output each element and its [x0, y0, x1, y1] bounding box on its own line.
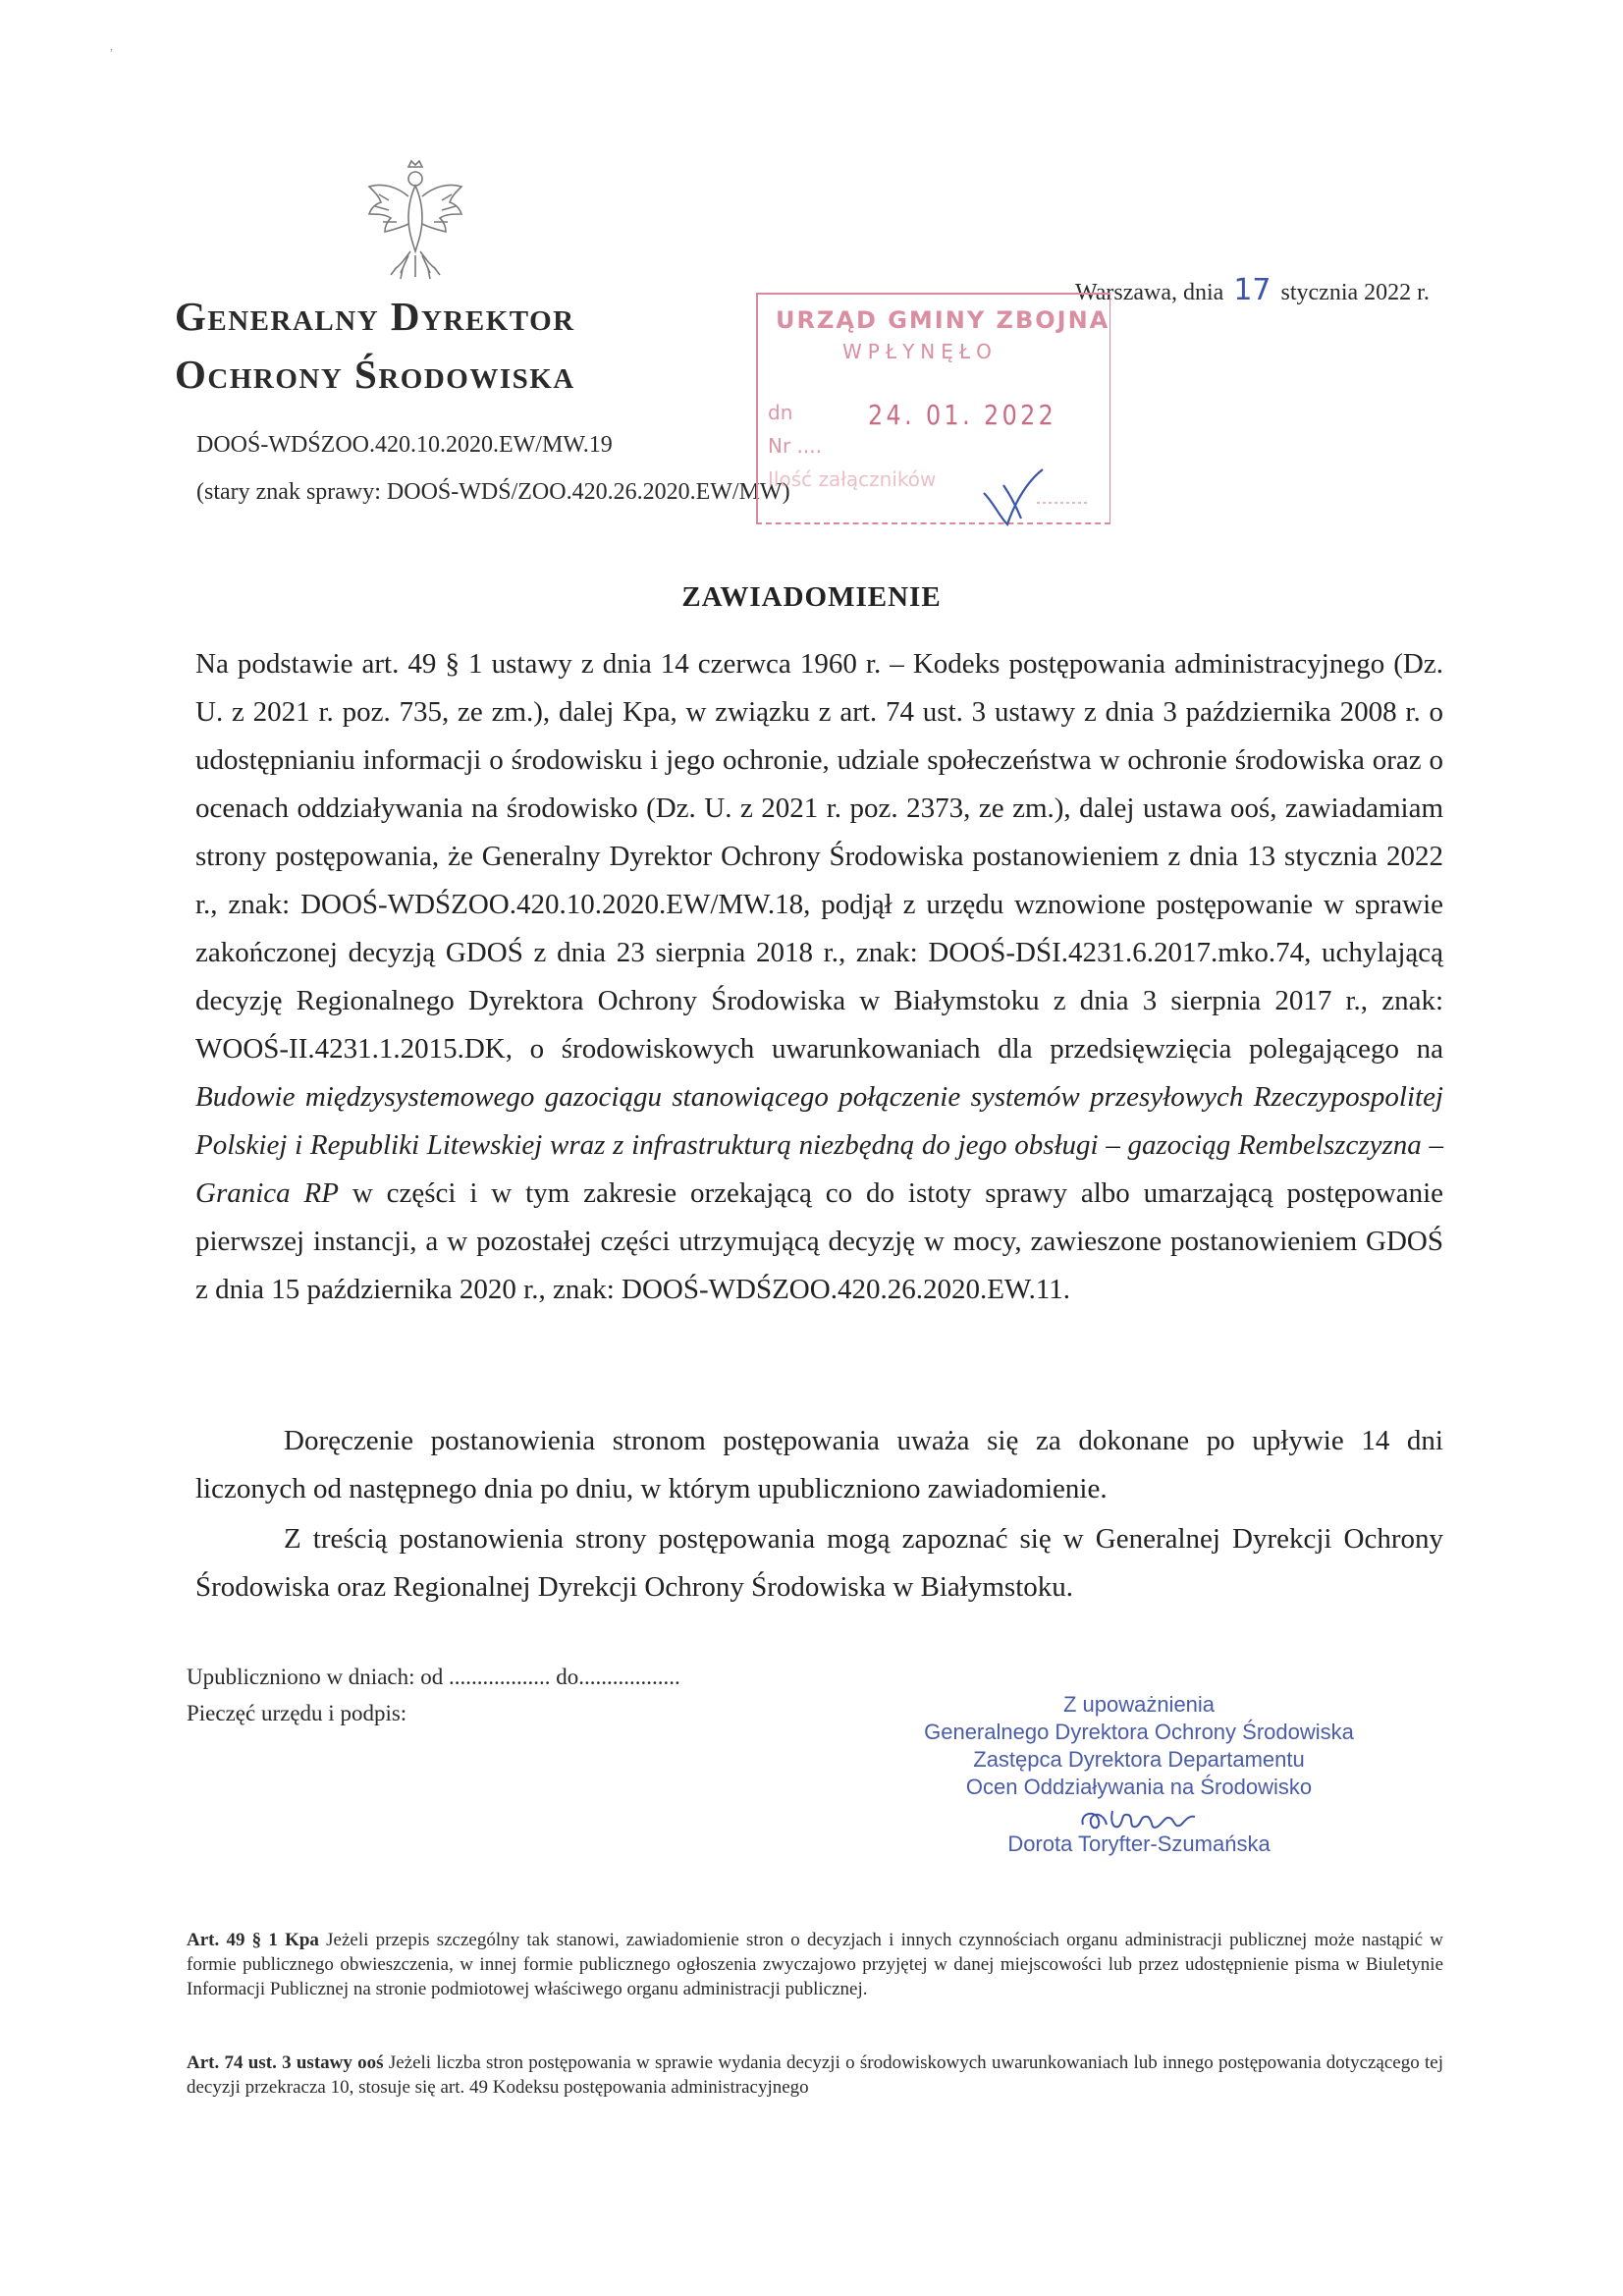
- stamp-nr-label: Nr ....: [768, 434, 822, 458]
- body-paragraph-3: Z treścią postanowienia strony postępowania mogą zapoznać się w Generalnej Dyrekcji Ochrony Środowiska oraz Regionalnej Dyrekcji Ochrony Środowiska w Białymstoku.: [195, 1523, 1443, 1603]
- document-title: ZAWIADOMIENIE: [681, 581, 942, 613]
- stamp-attachments-label: Ilość załączników: [768, 467, 937, 491]
- body-paragraph-2: Doręczenie postanowienia stronom postępowania uważa się za dokonane po upływie 14 dni liczonych od następnego dnia po dniu, w którym upubliczniono zawiadomienie.: [195, 1425, 1443, 1504]
- body-paragraph-1: [195, 640, 1443, 1314]
- stamp-received: WPŁYNĘŁO: [842, 340, 998, 363]
- signature-line4: Ocen Oddziaływania na Środowisko: [965, 1775, 1313, 1799]
- reference-number: DOOŚ-WDŚZOO.420.10.2020.EW/MW.19: [196, 432, 613, 458]
- p1-project-name: Budowie międzysystemowego gazociągu stanowiącego połączenie systemów przesyłowych Rzeczypospolitej Polskiej i Republiki Litewskiej wraz z infrastrukturą niezbędną do jego obsługi – gazociąg Rembelszczyzna – Granica RP: [195, 1081, 1443, 1209]
- signature-line2: Generalnego Dyrektora Ochrony Środowiska: [924, 1720, 1354, 1744]
- signature-line1: Z upoważnienia: [1062, 1692, 1216, 1717]
- footnote-art-74-text: Jeżeli liczba stron postępowania w sprawie wydania decyzji o środowiskowych uwarunkowaniach lub innego postępowania dotyczącego tej decyzji przekracza 10, stosuje się art. 49 Kodeksu postępowania administracyjnego: [187, 2052, 1443, 2098]
- place-date-day: 17: [1233, 273, 1271, 307]
- stamp-date-label: dn: [768, 401, 793, 424]
- office-stamp-label: Pieczęć urzędu i podpis:: [187, 1701, 407, 1725]
- signature-line3: Zastępca Dyrektora Departamentu: [973, 1747, 1305, 1772]
- signature-stamp: [884, 1691, 1394, 1858]
- place-date-prefix: Warszawa, dnia: [1075, 280, 1224, 305]
- place-date: [1075, 273, 1430, 307]
- stamp-date: 24. 01. 2022: [868, 399, 1057, 431]
- footnote-art-49-label: Art. 49 § 1 Kpa: [187, 1930, 319, 1950]
- p1-part-b: w części i w tym zakresie orzekającą co do istoty sprawy albo umarzającą postępowanie pierwszej instancji, a w pozostałej części utrzymującą decyzję w mocy, zawieszone postanowieniem GDOŚ z dnia 15 października 2020 r., znak: DOOŚ-WDŚZOO.420.26.2020.EW.11.: [195, 1177, 1443, 1305]
- authority-name-line1: Generalny Dyrektor: [175, 294, 575, 339]
- signature-name: Dorota Toryfter-Szumańska: [1007, 1831, 1271, 1856]
- incoming-stamp: [756, 293, 1110, 524]
- authority-name-line2: Ochrony Środowiska: [175, 352, 575, 397]
- p1-part-a: Na podstawie art. 49 § 1 ustawy z dnia 14 czerwca 1960 r. – Kodeks postępowania administracyjnego (Dz. U. z 2021 r. poz. 735, ze zm.), dalej Kpa, w związku z art. 74 ust. 3 ustawy z dnia 3 października 2008 r. o udostępnianiu informacji o środowisku i jego ochronie, udziale społeczeństwa w ochronie środowiska oraz o ocenach oddziaływania na środowisko (Dz. U. z 2021 r. poz. 2373, ze zm.), dalej ustawa ooś, zawiadamiam strony postępowania, że Generalny Dyrektor Ochrony Środowiska postanowieniem z dnia 13 stycznia 2022 r., znak: DOOŚ-WDŚZOO.420.10.2020.EW/MW.18, podjął z urzędu wznowione postępowanie w sprawie zakończonej decyzją GDOŚ z dnia 23 sierpnia 2018 r., znak: DOOŚ-DŚI.4231.6.2017.mko.74, uchylającą decyzję Regionalnego Dyrektora Ochrony Środowiska w Białymstoku z dnia 3 sierpnia 2017 r., znak: WOOŚ-II.4231.1.2015.DK, o środowiskowych uwarunkowaniach dla przedsięwzięcia polegającego na: [195, 648, 1443, 1065]
- polish-eagle-emblem-icon: [361, 157, 469, 283]
- publication-dates: Upubliczniono w dniach: od .................. do..................: [187, 1665, 680, 1689]
- footnote-art-49-text: Jeżeli przepis szczególny tak stanowi, zawiadomienie stron o decyzjach i innych czynnościach organu administracji publicznej może nastąpić w formie publicznego obwieszczenia, w innej formie publicznego ogłoszenia zwyczajowo przyjętej w danej miejscowości lub przez udostępnienie pisma w Biuletynie Informacji Publicznej na stronie podmiotowej właściwego organu administracji publicznej.: [187, 1930, 1444, 1999]
- place-date-suffix: stycznia 2022 r.: [1280, 280, 1430, 305]
- stamp-office: URZĄD GMINY ZBOJNA: [776, 306, 1110, 334]
- footnote-art-49: [187, 1928, 1443, 2001]
- footnote-art-74-label: Art. 74 ust. 3 ustawy ooś: [187, 2052, 384, 2073]
- scan-mark: ,: [110, 39, 113, 53]
- stamp-signature-mark: [974, 464, 1092, 532]
- old-reference-number: (stary znak sprawy: DOOŚ-WDŚ/ZOO.420.26.2020.EW/MW): [196, 479, 790, 505]
- footnote-art-74: [187, 2050, 1443, 2100]
